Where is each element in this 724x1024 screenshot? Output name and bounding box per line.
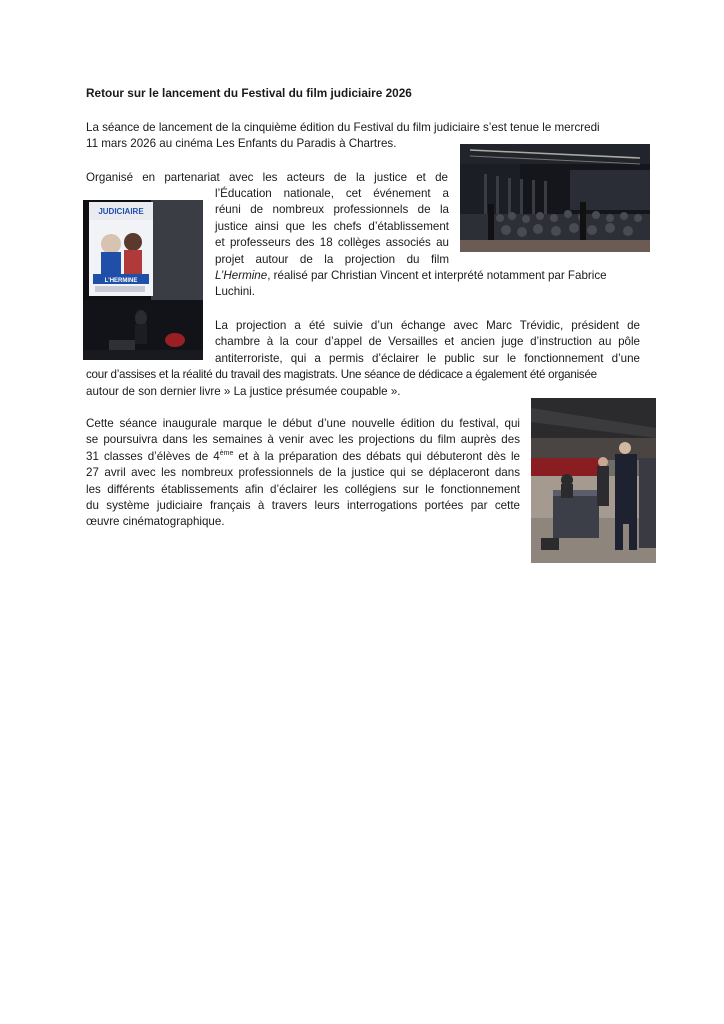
projection-line-1: La projection a été suivie d’un échange avec Marc Trévidic, président de [215, 319, 640, 332]
poster-heading: JUDICIAIRE [98, 207, 144, 216]
paragraph-partnership-1 [86, 170, 448, 186]
article-title: Retour sur le lancement du Festival du film judiciaire 2026 [86, 86, 412, 100]
partnership-line-5: et professeurs des 18 collèges associés au [215, 236, 449, 250]
paragraph-partnership-2 [215, 186, 449, 268]
projection-line-2: chambre à la cour d’appel de Versailles et ancien juge d’instruction au pôle [215, 335, 640, 349]
conclusion-line-3a: 31 classes d’élèves de 4 [86, 449, 220, 463]
conclusion-line-2: se poursuivra dans les semaines à venir avec les projections du film auprès des [86, 433, 520, 447]
projection-line-3: antiterroriste, qui a permis d’éclairer le public sur le fonctionnement d’une [215, 351, 640, 365]
partnership-line-7: , réalisé par Christian Vincent et interprété notamment par Fabrice [267, 269, 607, 282]
festival-poster-image [83, 200, 203, 360]
conclusion-line-4: 27 avril avec les nombreux professionnels de la justice qui se déplaceront dans [86, 466, 520, 480]
partnership-line-3: réuni de nombreux professionnels de la [215, 203, 449, 217]
partnership-line-4: justice ainsi que les chefs d’établissement [215, 219, 449, 233]
film-title: L’Hermine [215, 269, 268, 282]
photo-cinema-audience [460, 144, 650, 252]
partnership-line-2: l’Éducation nationale, cet événement a [215, 187, 449, 200]
partnership-line-8: Luchini. [215, 285, 255, 299]
cinema-audience-image [460, 144, 650, 252]
book-signing-image [531, 398, 656, 563]
paragraph-conclusion [86, 416, 520, 531]
partnership-line-6: projet autour de la projection du film [215, 252, 449, 266]
conclusion-line-1: Cette séance inaugurale marque le début d’une nouvelle édition du festival, qui [86, 417, 520, 430]
poster-film-title: L'HERMINE [104, 278, 138, 284]
partnership-line-1: Organisé en partenariat avec les acteurs de la justice et de [86, 171, 448, 184]
photo-festival-poster [83, 200, 203, 360]
intro-line-1: La séance de lancement de la cinquième édition du Festival du film judiciaire s’est tenue le mercredi [86, 121, 600, 134]
conclusion-line-7: œuvre cinématographique. [86, 515, 225, 529]
projection-line-4: cour d’assises et la réalité du travail des magistrats. Une séance de dédicace a également été organisée [86, 368, 597, 382]
photo-book-signing [531, 398, 656, 563]
intro-line-2: 11 mars 2026 au cinéma Les Enfants du Paradis à Chartres. [86, 137, 397, 151]
superscript-grade: ème [219, 449, 234, 457]
conclusion-line-6: du système judiciaire français à travers leurs interrogations portées par cette [86, 499, 520, 513]
conclusion-line-5: les différents établissements afin d’éclairer les collégiens sur le fonctionnement [86, 482, 520, 496]
conclusion-line-3 [86, 449, 520, 465]
projection-line-5: autour de son dernier livre » La justice présumée coupable ». [86, 384, 401, 398]
paragraph-partnership-3 [215, 268, 640, 301]
conclusion-line-3b: et à la préparation des débats qui débuteront dès le [233, 449, 520, 463]
